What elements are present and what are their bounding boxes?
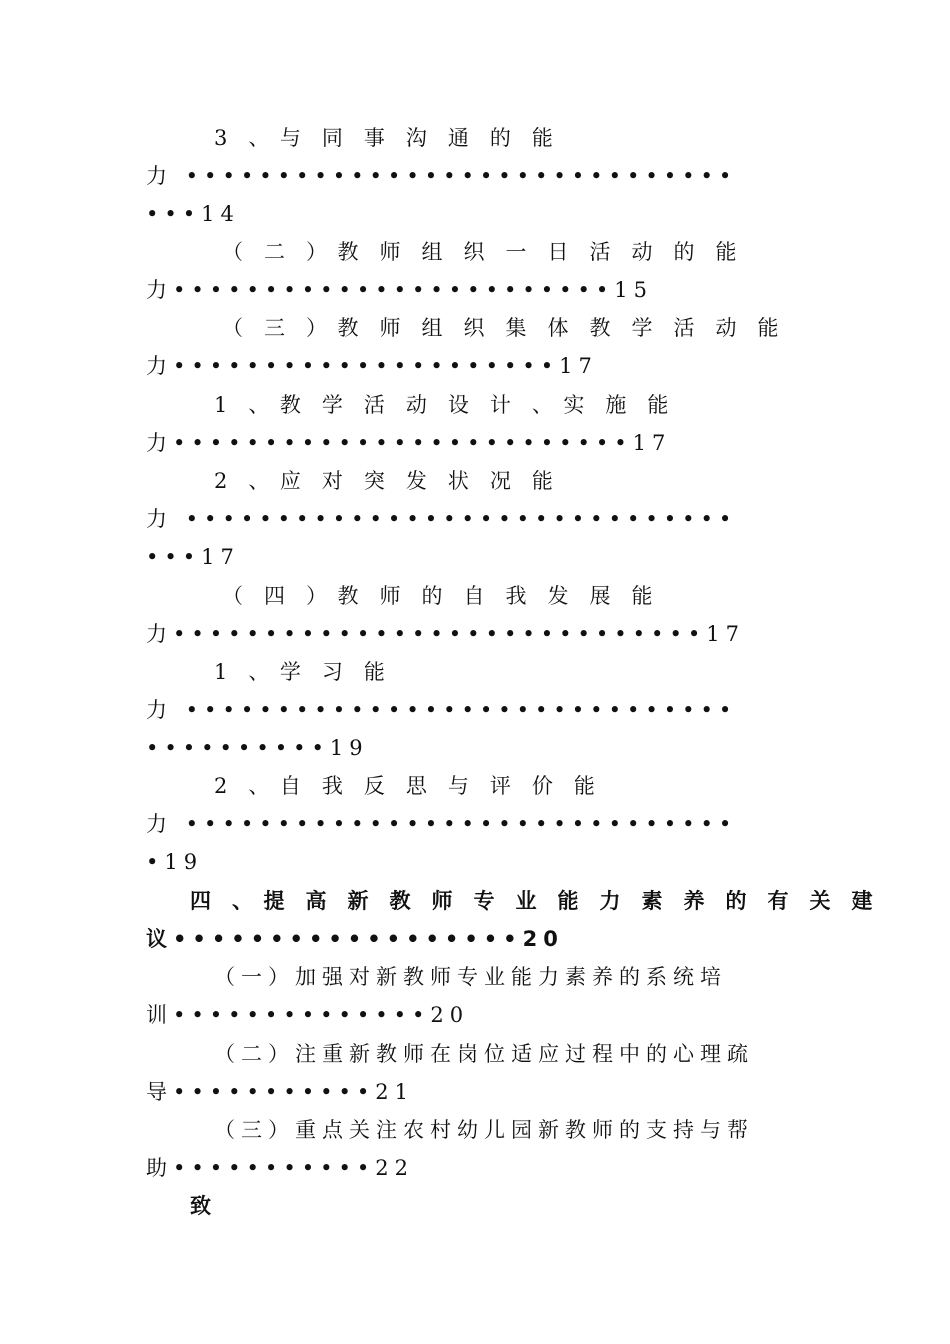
- toc-text: （ 三 ） 教 师 组 织 集 体 教 学 活 动 能: [222, 316, 779, 340]
- toc-line: [146, 996, 806, 1034]
- toc-heading: 四 、 提 高 新 教 师 专 业 能 力 素 养 的 有 关 建: [190, 889, 873, 913]
- toc-line: [222, 309, 806, 347]
- toc-text: 1 、 学 习 能: [214, 660, 385, 684]
- toc-leader: 力•••••••••••••••••••••••••17: [146, 431, 672, 455]
- toc-line: [146, 920, 806, 958]
- toc-text: （一）加强对新教师专业能力素养的系统培: [214, 965, 727, 989]
- toc-heading: 致: [190, 1194, 211, 1218]
- toc-leader: 力•••••••••••••••••••••••••••••17: [146, 622, 745, 646]
- toc-line: [214, 1035, 806, 1073]
- toc-page-number: •••17: [146, 545, 240, 569]
- toc-line: [146, 615, 806, 653]
- toc-line: [214, 958, 806, 996]
- toc-leader: 力 ••••••••••••••••••••••••••••••: [146, 507, 738, 531]
- toc-page-number: •19: [146, 850, 204, 874]
- toc-text: 2 、 应 对 突 发 状 况 能: [214, 469, 553, 493]
- toc-line: [146, 1149, 806, 1187]
- toc-line: [146, 538, 806, 576]
- toc-leader: 导•••••••••••21: [146, 1080, 414, 1104]
- toc-text: （三）重点关注农村幼儿园新教师的支持与帮: [214, 1118, 754, 1142]
- toc-line: [146, 195, 806, 233]
- toc-line: [146, 500, 806, 538]
- toc-page-number: ••••••••••19: [146, 736, 369, 760]
- toc-leader: 力 ••••••••••••••••••••••••••••••: [146, 698, 738, 722]
- toc-line: [146, 271, 806, 309]
- toc-text: （ 二 ） 教 师 组 织 一 日 活 动 的 能: [222, 240, 737, 264]
- toc-line: [146, 347, 806, 385]
- toc-line: [146, 729, 806, 767]
- toc-line: [222, 577, 806, 615]
- toc-text: 1 、 教 学 活 动 设 计 、 实 施 能: [214, 393, 669, 417]
- toc-line: [214, 1111, 806, 1149]
- toc-leader: 助•••••••••••22: [146, 1156, 414, 1180]
- toc-text: （ 四 ） 教 师 的 自 我 发 展 能: [222, 584, 653, 608]
- toc-line: [146, 843, 806, 881]
- toc-line: [214, 767, 806, 805]
- toc-line: [214, 386, 806, 424]
- toc-page-number: •••14: [146, 202, 240, 226]
- toc-line: [146, 805, 806, 843]
- toc-leader: 力 ••••••••••••••••••••••••••••••: [146, 812, 738, 836]
- toc-line: [146, 691, 806, 729]
- toc-leader: 训••••••••••••••20: [146, 1003, 470, 1027]
- toc-line: [214, 653, 806, 691]
- toc-leader: 力 ••••••••••••••••••••••••••••••: [146, 164, 738, 188]
- toc-text: 3 、 与 同 事 沟 通 的 能: [214, 126, 553, 150]
- toc-line: [146, 424, 806, 462]
- toc-line: [222, 233, 806, 271]
- toc-text: （二）注重新教师在岗位适应过程中的心理疏: [214, 1042, 754, 1066]
- toc-line: [146, 157, 806, 195]
- toc-line: [190, 1187, 806, 1225]
- toc-leader: 力•••••••••••••••••••••17: [146, 354, 598, 378]
- toc-line: [190, 882, 873, 920]
- toc-line: [214, 462, 806, 500]
- toc-line: [214, 119, 806, 157]
- toc-leader: 力••••••••••••••••••••••••15: [146, 278, 654, 302]
- toc-line: [146, 1073, 806, 1111]
- toc-leader: 议••••••••••••••••••20: [146, 927, 564, 951]
- toc-text: 2 、 自 我 反 思 与 评 价 能: [214, 774, 595, 798]
